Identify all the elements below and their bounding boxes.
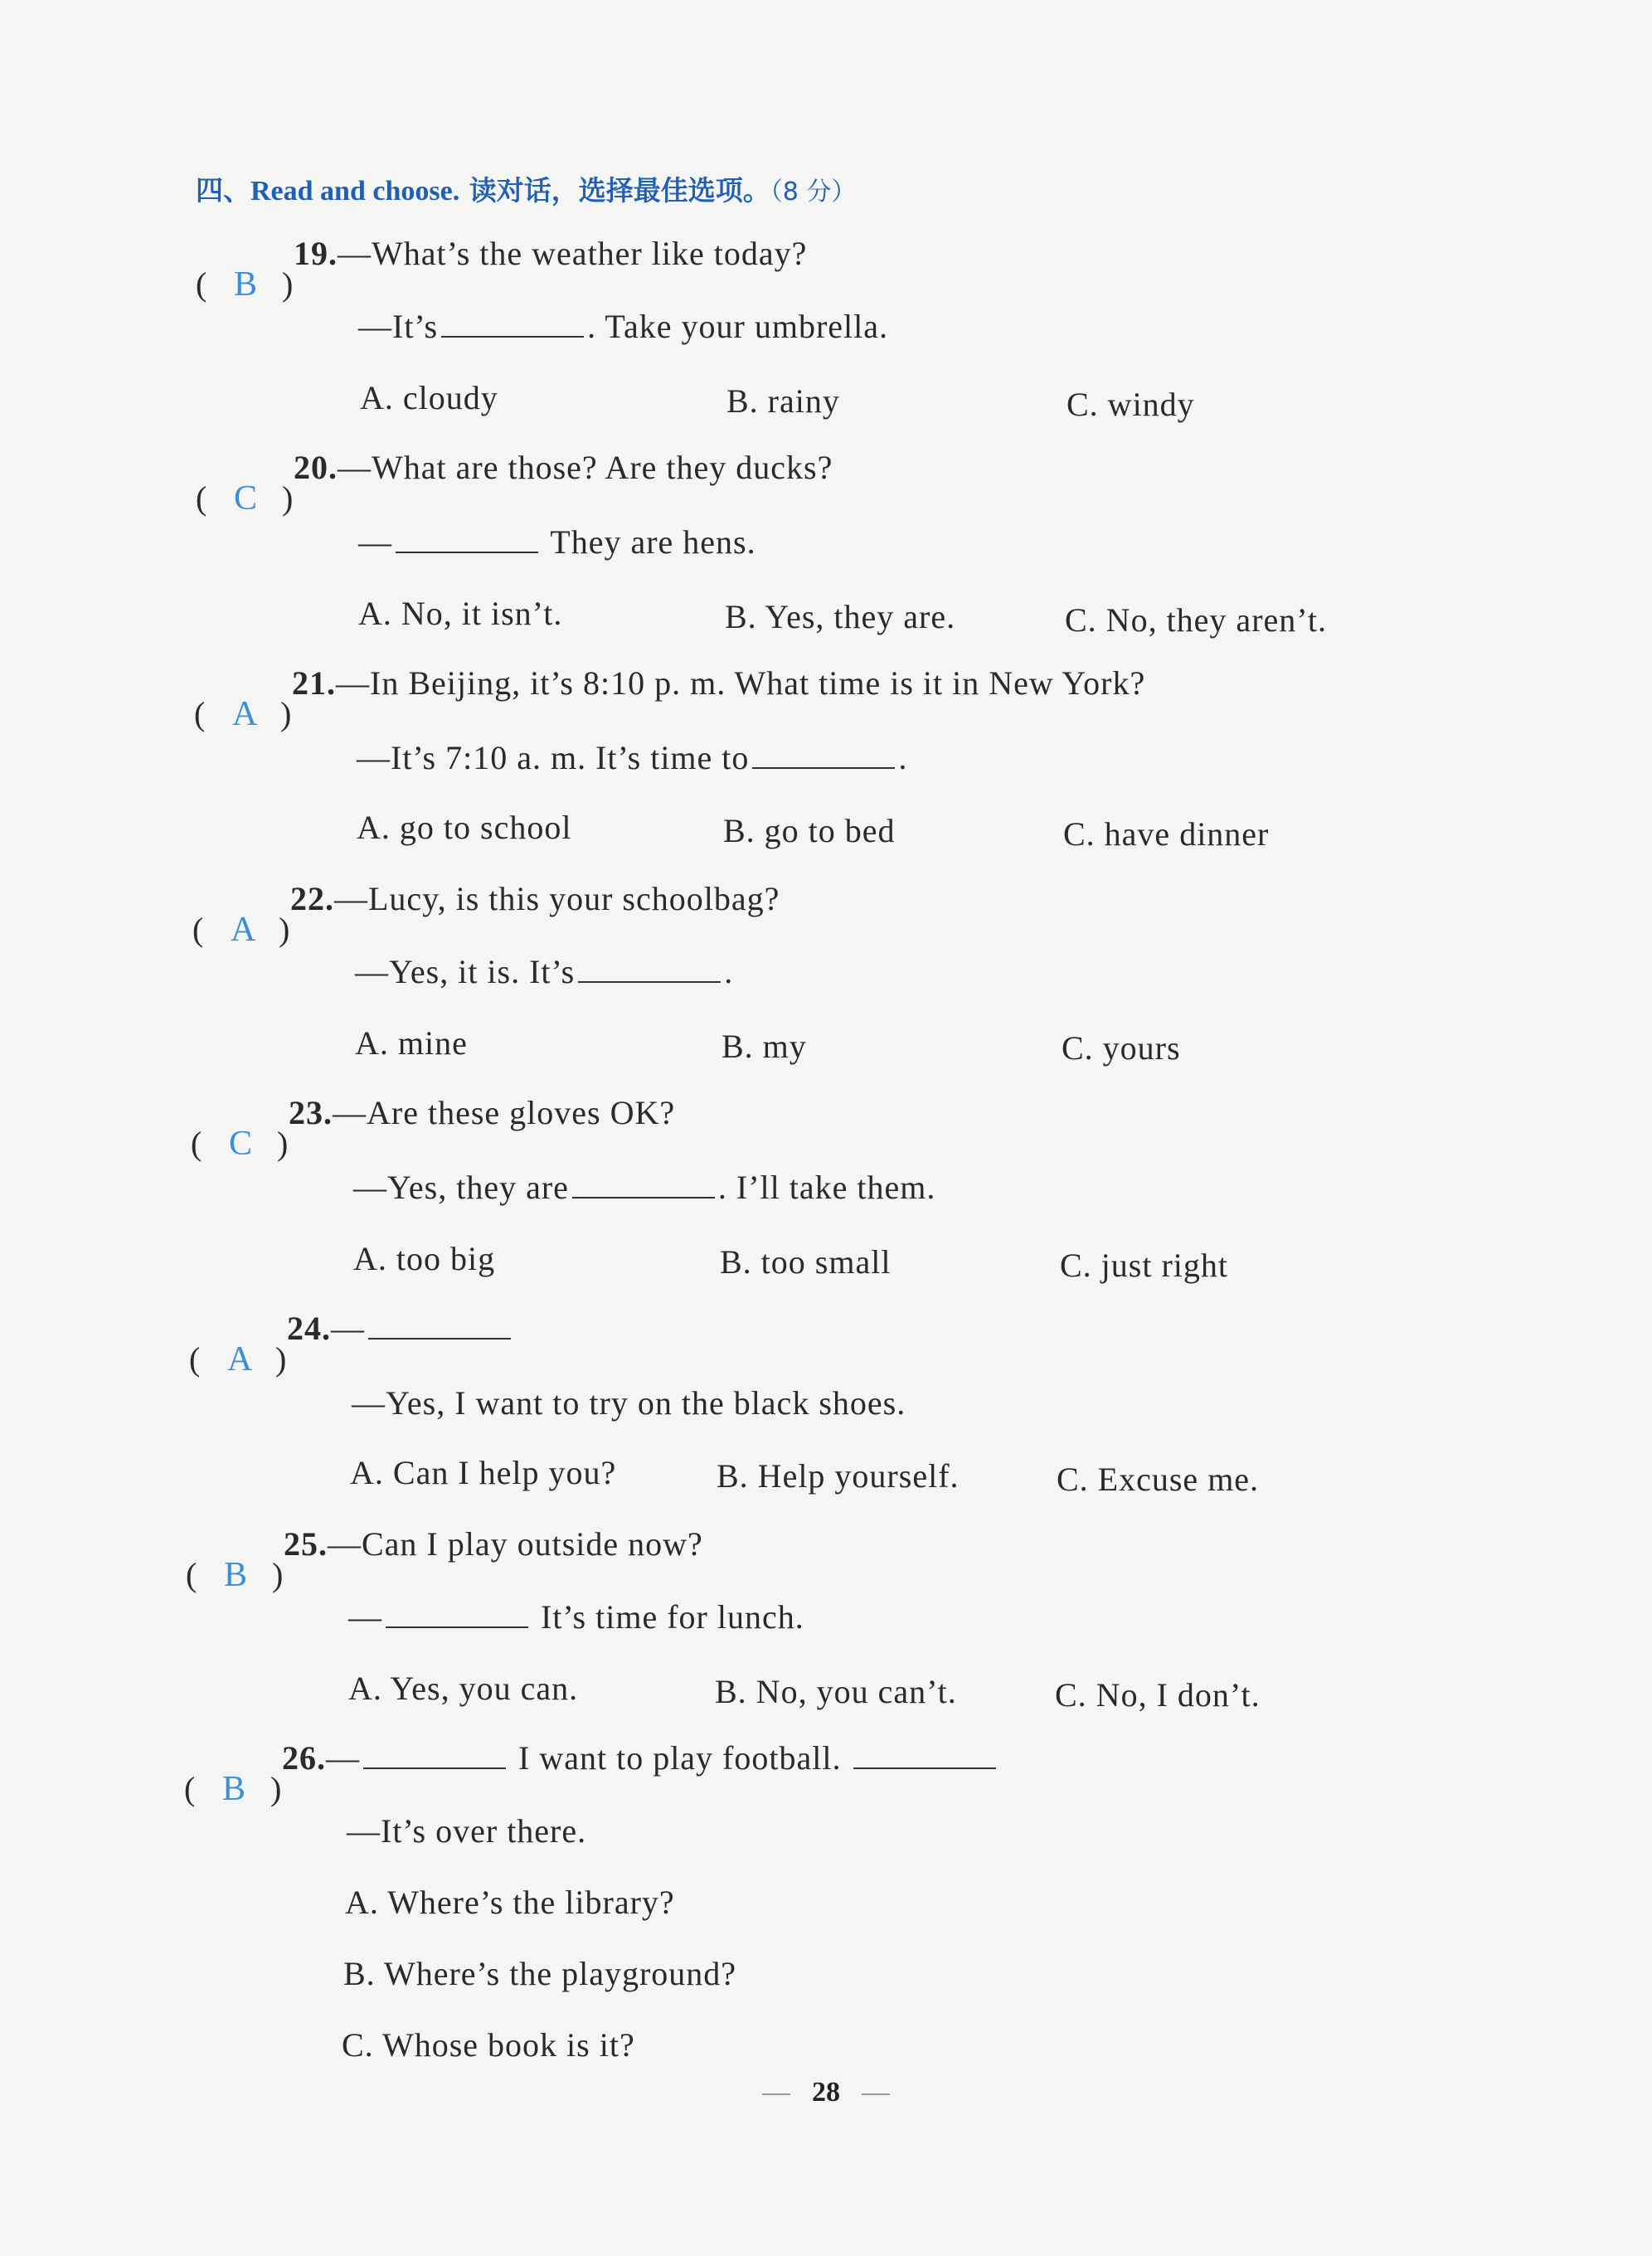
option-c: C. have dinner: [1063, 815, 1270, 853]
question-number: 21.: [292, 664, 336, 702]
question-21-reply: —It’s 7:10 a. m. It’s time to .: [357, 739, 908, 776]
section-prefix: 四、: [196, 174, 250, 207]
option-b: B. Where’s the playground?: [343, 1955, 737, 1992]
answer-blank: [363, 1743, 506, 1769]
option-b: B. Help yourself.: [717, 1457, 960, 1495]
answer-25: B: [224, 1556, 249, 1594]
answer-26: B: [222, 1770, 247, 1808]
footer-dash-left: [762, 2093, 790, 2095]
question-23-prompt: ( C ) 23.—Are these gloves OK?: [191, 1094, 676, 1163]
option-b: B. rainy: [726, 382, 840, 420]
option-c: C. No, they aren’t.: [1065, 601, 1327, 639]
footer-dash-right: [862, 2093, 890, 2095]
question-22-prompt: ( A ) 22.—Lucy, is this your schoolbag?: [192, 880, 780, 949]
option-a: A. cloudy: [360, 379, 498, 416]
answer-24: A: [227, 1340, 254, 1378]
question-25-prompt: ( B ) 25.—Can I play outside now?: [186, 1525, 703, 1594]
question-20-reply: — They are hens.: [358, 523, 756, 561]
question-24-reply: —Yes, I want to try on the black shoes.: [352, 1384, 906, 1422]
question-number: 23.: [289, 1094, 333, 1131]
option-b: B. my: [722, 1028, 807, 1065]
answer-19: B: [234, 265, 259, 304]
answer-23: C: [229, 1125, 254, 1163]
question-25-reply: — It’s time for lunch.: [348, 1598, 804, 1636]
option-c: C. yours: [1062, 1029, 1181, 1067]
question-21-prompt: ( A ) 21.—In Beijing, it’s 8:10 p. m. What time is it in New York?: [194, 664, 1146, 733]
answer-20: C: [234, 479, 259, 518]
question-number: 25.: [284, 1525, 328, 1563]
question-24-prompt: ( A ) 24.—: [189, 1309, 514, 1348]
page-number: 28: [812, 2077, 840, 2108]
question-19-reply: —It’s . Take your umbrella.: [358, 308, 889, 345]
section-title-en: Read and choose.: [250, 176, 460, 207]
option-b: B. too small: [720, 1243, 892, 1281]
page-footer: [0, 2077, 1652, 2108]
section-title: [196, 169, 856, 208]
question-23-reply: —Yes, they are . I’ll take them.: [353, 1169, 936, 1206]
question-26-prompt: ( B ) 26.— I want to play football.: [184, 1738, 999, 1777]
option-c: C. windy: [1067, 386, 1195, 423]
question-number: 19.: [294, 235, 338, 272]
answer-22: A: [231, 911, 257, 949]
question-26-reply: —It’s over there.: [347, 1812, 587, 1850]
option-a: A. No, it isn’t.: [358, 595, 563, 632]
option-c: C. No, I don’t.: [1055, 1676, 1261, 1714]
option-b: B. No, you can’t.: [715, 1673, 957, 1710]
answer-blank: [441, 311, 584, 338]
option-b: B. go to bed: [723, 812, 896, 849]
answer-blank: [853, 1743, 996, 1769]
section-title-cn: 读对话，选择最佳选项。: [459, 174, 770, 207]
option-a: A. go to school: [357, 809, 572, 846]
option-c: C. Whose book is it?: [342, 2026, 635, 2064]
question-20-prompt: ( C ) 20.—What are those? Are they ducks?: [196, 449, 833, 518]
section-score: （8 分）: [770, 177, 857, 207]
question-number: 22.: [290, 880, 334, 917]
answer-21: A: [232, 695, 259, 733]
option-a: A. Can I help you?: [350, 1454, 617, 1491]
option-b: B. Yes, they are.: [725, 598, 956, 635]
answer-blank: [386, 1602, 528, 1628]
question-22-reply: —Yes, it is. It’s .: [355, 953, 734, 990]
option-c: C. just right: [1060, 1247, 1229, 1284]
option-c: C. Excuse me.: [1057, 1461, 1260, 1498]
answer-blank: [368, 1313, 511, 1340]
question-number: 20.: [294, 449, 338, 486]
option-a: A. mine: [355, 1024, 468, 1062]
answer-blank: [752, 742, 895, 769]
option-a: A. too big: [353, 1240, 496, 1277]
answer-blank: [572, 1172, 715, 1198]
answer-blank: [578, 956, 721, 983]
question-19-prompt: ( B ) 19.—What’s the weather like today?: [196, 235, 808, 304]
option-a: A. Yes, you can.: [348, 1670, 579, 1707]
option-a: A. Where’s the library?: [345, 1884, 675, 1921]
answer-blank: [396, 527, 538, 553]
question-number: 26.: [282, 1739, 326, 1777]
question-number: 24.: [287, 1310, 331, 1347]
